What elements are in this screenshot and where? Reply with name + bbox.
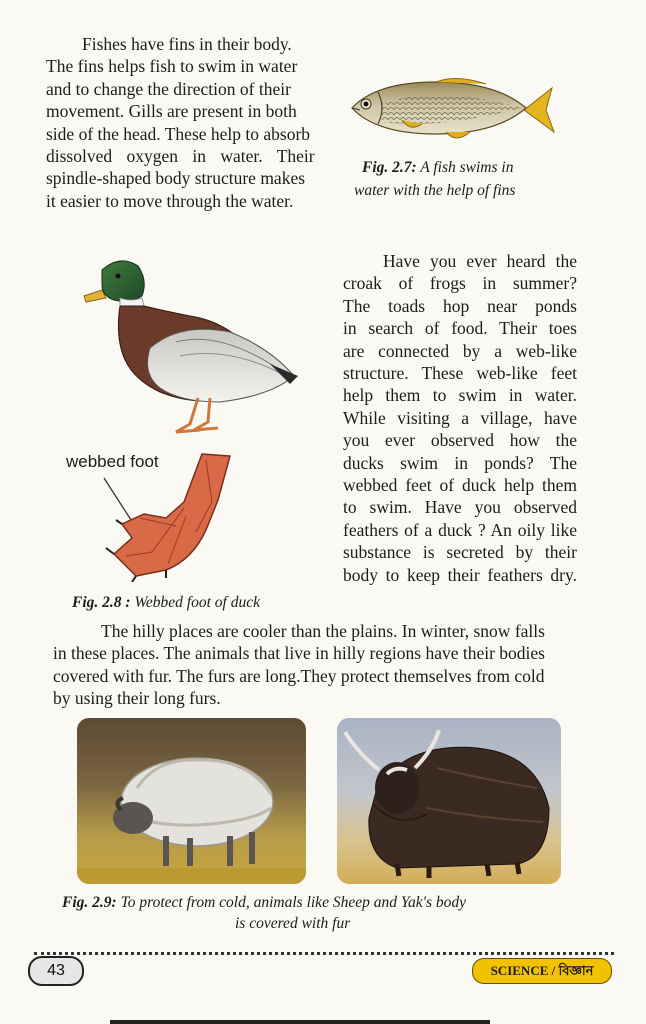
fig-2-9-caption-line2: is covered with fur xyxy=(235,915,351,932)
fish-line: The fins helps fish to swim in water xyxy=(46,56,298,77)
hilly-line: The hilly places are cooler than the plains. In winter, snow falls xyxy=(101,621,545,641)
fish-line: Fishes have fins in their body. xyxy=(82,34,292,54)
sheep-drawing xyxy=(77,718,306,884)
page-number: 43 xyxy=(28,956,84,986)
frogs-ducks-line: are connected by a web-like xyxy=(343,340,577,361)
fish-line: dissolved oxygen in water. Their xyxy=(46,146,315,167)
fish-line: movement. Gills are present in both xyxy=(46,101,297,122)
fig-2-8-label: Fig. 2.8 : xyxy=(72,594,131,611)
frogs-ducks-line: you ever observed how the xyxy=(343,430,577,451)
frogs-ducks-line: croak of frogs in summer? xyxy=(343,273,577,294)
fig-2-9-caption xyxy=(62,892,466,914)
webbed-foot-label: webbed foot xyxy=(66,452,159,471)
hilly-line: covered with fur. The furs are long.They protect themselves from cold xyxy=(53,665,545,686)
fig-2-9-label: Fig. 2.9: xyxy=(62,894,117,911)
fig-2-7-label: Fig. 2.7: xyxy=(362,159,417,176)
frogs-ducks-line: to swim. Have you observed xyxy=(343,497,577,518)
sheep-photo xyxy=(77,718,306,884)
fig-2-7-caption-line1: A fish swims in xyxy=(420,159,514,176)
fig-2-7-caption-line2: water with the help of fins xyxy=(354,182,516,199)
yak-photo xyxy=(337,718,561,884)
frogs-ducks-line: webbed feet of duck help them xyxy=(343,475,577,496)
fig-2-9-caption-line2-block xyxy=(235,913,350,935)
frogs-ducks-line: The toads hop near ponds xyxy=(343,295,577,316)
fig-2-9-caption-line1: To protect from cold, animals like Sheep and Yak's body xyxy=(120,894,467,911)
fig-2-8-caption-text: Webbed foot of duck xyxy=(134,594,260,611)
frogs-ducks-line: Have you ever heard the xyxy=(383,251,577,271)
subject-badge: SCIENCE / বিজ্ঞান xyxy=(472,958,612,984)
fish-line: and to change the direction of their xyxy=(46,78,291,99)
frogs-ducks-line: While visiting a village, have xyxy=(343,407,577,428)
footer-dotted-divider xyxy=(34,952,614,955)
fig-2-8-caption xyxy=(72,592,260,614)
fish-paragraph xyxy=(46,33,323,212)
hilly-paragraph xyxy=(53,620,579,710)
frogs-ducks-line: feathers of a duck ? An oily like xyxy=(343,519,577,540)
frogs-ducks-line: body to keep their feathers dry. xyxy=(343,564,577,585)
fish-line: spindle-shaped body structure makes xyxy=(46,168,306,189)
fig-2-7-caption-line2-block xyxy=(354,180,515,202)
fish-line: side of the head. These help to absorb xyxy=(46,123,311,144)
frogs-ducks-line: substance is secreted by their xyxy=(343,542,577,563)
bottom-edge-bar xyxy=(110,1020,490,1024)
hilly-line: in these places. The animals that live in hilly regions have their bodies xyxy=(53,643,545,664)
frogs-ducks-line: in search of food. Their toes xyxy=(343,318,577,339)
frogs-ducks-line: structure. These web-like feet xyxy=(343,363,577,384)
fish-line: it easier to move through the water. xyxy=(46,190,294,211)
frogs-ducks-line: help them to swim in water. xyxy=(343,385,577,406)
duck-illustration xyxy=(80,252,302,436)
frogs-ducks-paragraph xyxy=(343,250,577,586)
hilly-line: by using their long furs. xyxy=(53,688,221,709)
webbed-foot-illustration xyxy=(96,452,236,582)
frogs-ducks-line: ducks swim in ponds? The xyxy=(343,452,577,473)
fig-2-7-caption xyxy=(362,157,513,179)
yak-drawing xyxy=(337,718,561,884)
fish-illustration xyxy=(346,70,560,148)
